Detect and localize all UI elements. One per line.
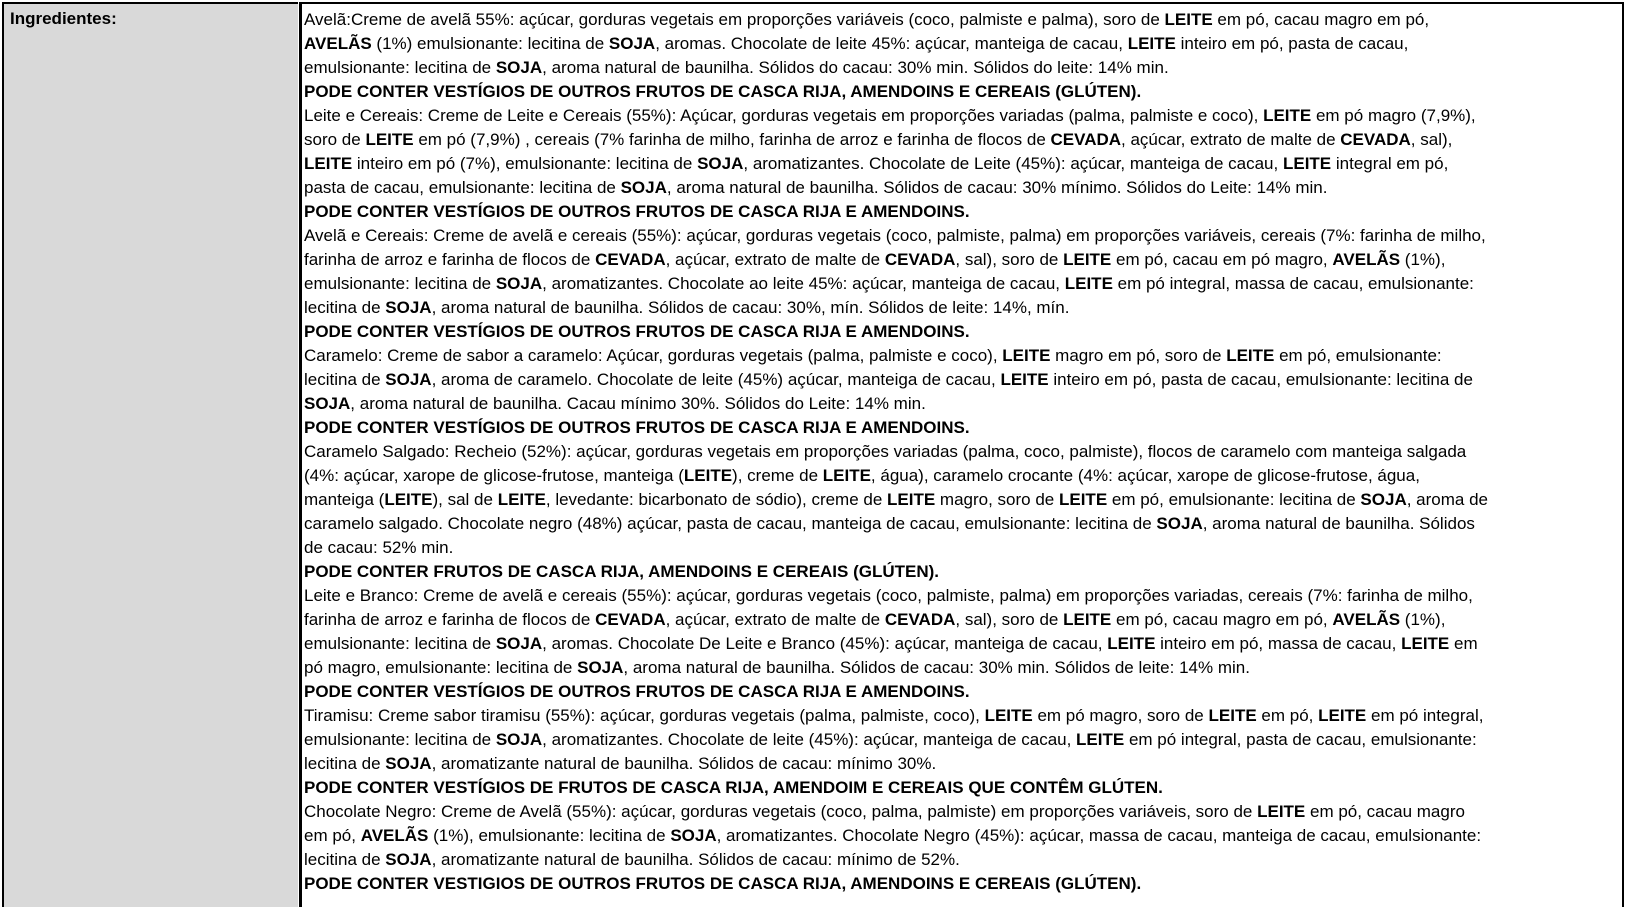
allergen-term: LEITE	[1401, 634, 1450, 653]
ingredient-text: em pó, cacau magro em pó,	[304, 802, 1465, 845]
ingredient-paragraph	[304, 440, 1620, 560]
ingredient-text: , aroma de caramelo salgado. Chocolate negro (48%) açúcar, pasta de cacau, manteiga de cacau, emulsionante: lecitina de	[304, 490, 1488, 533]
ingredient-text: em pó, emulsionante: lecitina de	[1107, 490, 1361, 509]
allergen-term: LEITE	[887, 490, 936, 509]
allergen-term: SOJA	[495, 730, 543, 749]
ingredient-text: Leite e Branco: Creme de avelã e cereais (55%): açúcar, gorduras vegetais (coco, palmiste, palma) em proporções variadas, cereais (7%: farinha de milho, farinha de arroz e farinha de flocos de	[304, 586, 1473, 629]
allergen-term: SOJA	[495, 274, 543, 293]
allergen-term: SOJA	[1156, 514, 1203, 533]
ingredient-text: em pó magro, soro de	[1032, 706, 1209, 725]
ingredient-paragraph	[304, 704, 1620, 776]
ingredient-text: (1%) emulsionante: lecitina de	[371, 34, 609, 53]
ingredient-text: ), sal de	[432, 490, 498, 509]
ingredient-text: , açúcar, extrato de malte de	[665, 610, 885, 629]
allergen-term: SOJA	[495, 58, 543, 77]
ingredient-text: inteiro em pó (7%), emulsionante: lecitina de	[352, 154, 698, 173]
allergen-term: SOJA	[385, 370, 432, 389]
allergen-term: LEITE	[1226, 346, 1275, 365]
allergen-warning: PODE CONTER VESTÍGIOS DE OUTROS FRUTOS DE CASCA RIJA E AMENDOINS.	[304, 418, 970, 437]
allergen-term: LEITE	[822, 466, 871, 485]
ingredient-text: Caramelo: Creme de sabor a caramelo: Açúcar, gorduras vegetais (palma, palmiste e coco),	[304, 346, 1003, 365]
allergen-term: AVELÃS	[304, 34, 372, 53]
allergen-term: LEITE	[1127, 34, 1176, 53]
allergen-warning: PODE CONTER VESTIGIOS DE OUTROS FRUTOS DE CASCA RIJA, AMENDOINS E CEREAIS (GLÚTEN).	[304, 874, 1142, 893]
ingredient-paragraph	[304, 584, 1620, 680]
ingredients-content-cell[interactable]	[299, 2, 1624, 907]
allergen-term: LEITE	[1063, 610, 1112, 629]
ingredient-text: magro, soro de	[935, 490, 1059, 509]
ingredient-text: em pó magro, emulsionante: lecitina de	[304, 634, 1478, 677]
allergen-term: SOJA	[577, 658, 624, 677]
ingredient-text: em pó magro (7,9%), soro de	[304, 106, 1476, 149]
ingredient-text: , aromatizante natural de baunilha. Sólidos de cacau: mínimo 30%.	[431, 754, 937, 773]
allergen-term: LEITE	[304, 154, 353, 173]
ingredient-text: Avelã e Cereais: Creme de avelã e cereais (55%): açúcar, gorduras vegetais (coco, palmiste, palma) em proporções variáveis, cereais (7%: farinha de milho, farinha de arroz e farinha de flocos de	[304, 226, 1486, 269]
ingredient-text: , aroma natural de baunilha. Sólidos de cacau: 52% min.	[304, 514, 1475, 557]
allergen-term: SOJA	[385, 298, 432, 317]
ingredient-text: , sal),	[1410, 130, 1453, 149]
ingredient-text: Chocolate Negro: Creme de Avelã (55%): açúcar, gorduras vegetais (coco, palma, palmiste) em proporções variáveis, soro de	[304, 802, 1258, 821]
ingredient-text: , aromatizantes. Chocolate de Leite (45%): açúcar, manteiga de cacau,	[743, 154, 1283, 173]
allergen-warning: PODE CONTER VESTÍGIOS DE OUTROS FRUTOS DE CASCA RIJA E AMENDOINS.	[304, 202, 970, 221]
allergen-warning: PODE CONTER VESTÍGIOS DE FRUTOS DE CASCA RIJA, AMENDOIM E CEREAIS QUE CONTÊM GLÚTEN.	[304, 778, 1163, 797]
allergen-term: CEVADA	[884, 250, 956, 269]
allergen-warning: PODE CONTER VESTÍGIOS DE OUTROS FRUTOS DE CASCA RIJA E AMENDOINS.	[304, 322, 970, 341]
ingredient-text: , aroma natural de baunilha. Cacau mínimo 30%. Sólidos do Leite: 14% min.	[350, 394, 926, 413]
ingredient-text: , sal), soro de	[955, 610, 1064, 629]
ingredient-text: , aroma natural de baunilha. Sólidos de cacau: 30% mínimo. Sólidos do Leite: 14% min.	[666, 178, 1328, 197]
ingredient-text: (1%), emulsionante: lecitina de	[428, 826, 671, 845]
ingredient-text: Tiramisu: Creme sabor tiramisu (55%): açúcar, gorduras vegetais (palma, palmiste, coco),	[304, 706, 985, 725]
allergen-term: CEVADA	[595, 610, 666, 629]
ingredient-text: , aromatizante natural de baunilha. Sólidos de cacau: mínimo de 52%.	[431, 850, 960, 869]
allergen-warning: PODE CONTER VESTÍGIOS DE OUTROS FRUTOS DE CASCA RIJA E AMENDOINS.	[304, 682, 970, 701]
ingredient-text: magro em pó, soro de	[1050, 346, 1227, 365]
ingredient-text: em pó (7,9%) , cereais (7% farinha de milho, farinha de arroz e farinha de flocos de	[413, 130, 1051, 149]
ingredient-text: Leite e Cereais: Creme de Leite e Cereais (55%): Açúcar, gorduras vegetais em proporções variadas (palma, palmiste e coco),	[304, 106, 1264, 125]
allergen-term: SOJA	[697, 154, 744, 173]
allergen-term: LEITE	[384, 490, 433, 509]
allergen-term: SOJA	[620, 178, 667, 197]
allergen-term: SOJA	[385, 754, 432, 773]
ingredients-label-cell[interactable]	[2, 2, 298, 907]
allergen-term: LEITE	[984, 706, 1033, 725]
ingredient-text: inteiro em pó, pasta de cacau, emulsionante: lecitina de	[304, 34, 1409, 77]
allergen-term: LEITE	[1263, 106, 1312, 125]
ingredient-paragraph	[304, 224, 1620, 320]
ingredient-text: , levedante: bicarbonato de sódio), creme de	[545, 490, 888, 509]
allergen-term: CEVADA	[595, 250, 666, 269]
ingredient-text: , aromas. Chocolate De Leite e Branco (45%): açúcar, manteiga de cacau,	[542, 634, 1108, 653]
allergen-term: LEITE	[1257, 802, 1306, 821]
allergen-term: CEVADA	[884, 610, 956, 629]
ingredient-paragraph	[304, 104, 1620, 200]
allergen-term: AVELÃS	[360, 826, 429, 845]
ingredient-paragraph	[304, 8, 1620, 80]
ingredient-text: integral em pó, pasta de cacau, emulsionante: lecitina de	[304, 154, 1449, 197]
ingredient-text: , água), caramelo crocante (4%: açúcar, xarope de glicose-frutose, água, manteiga (	[304, 466, 1420, 509]
allergen-term: LEITE	[365, 130, 414, 149]
ingredient-text: , sal), soro de	[955, 250, 1064, 269]
allergen-term: LEITE	[1208, 706, 1257, 725]
ingredient-text: em pó, emulsionante: lecitina de	[304, 346, 1442, 389]
ingredient-text: inteiro em pó, massa de cacau,	[1155, 634, 1402, 653]
ingredient-text: (1%), emulsionante: lecitina de	[304, 250, 1446, 293]
ingredient-text: em pó integral, pasta de cacau, emulsionante: lecitina de	[304, 730, 1477, 773]
ingredient-text: em pó, cacau em pó magro,	[1111, 250, 1333, 269]
allergen-warning: PODE CONTER VESTÍGIOS DE OUTROS FRUTOS DE CASCA RIJA, AMENDOINS E CEREAIS (GLÚTEN).	[304, 82, 1142, 101]
ingredient-text: , aromatizantes. Chocolate de leite (45%): açúcar, manteiga de cacau,	[542, 730, 1077, 749]
allergen-term: LEITE	[497, 490, 546, 509]
ingredient-text: , aroma natural de baunilha. Sólidos de cacau: 30%, mín. Sólidos de leite: 14%, mín.	[431, 298, 1070, 317]
allergen-term: LEITE	[1164, 10, 1213, 29]
allergen-term: AVELÃS	[1332, 250, 1401, 269]
ingredient-text: em pó integral, emulsionante: lecitina de	[304, 706, 1484, 749]
ingredient-paragraph	[304, 344, 1620, 416]
ingredient-text: ), creme de	[732, 466, 823, 485]
allergen-term: AVELÃS	[1332, 610, 1401, 629]
ingredient-paragraph	[304, 800, 1620, 872]
ingredient-text: Caramelo Salgado: Recheio (52%): açúcar, gorduras vegetais em proporções variadas (palma, coco, palmiste), flocos de caramelo com manteiga salgada (4%: açúcar, xarope de glicose-frutose, manteiga (	[304, 442, 1467, 485]
ingredient-text: , aroma de caramelo. Chocolate de leite (45%) açúcar, manteiga de cacau,	[431, 370, 1001, 389]
allergen-term: SOJA	[304, 394, 351, 413]
allergen-term: SOJA	[670, 826, 717, 845]
allergen-term: SOJA	[608, 34, 656, 53]
ingredient-text: , aromatizantes. Chocolate ao leite 45%: açúcar, manteiga de cacau,	[542, 274, 1065, 293]
allergen-term: SOJA	[1360, 490, 1407, 509]
allergen-term: LEITE	[1064, 274, 1113, 293]
allergen-term: SOJA	[385, 850, 432, 869]
allergen-term: LEITE	[1318, 706, 1367, 725]
allergen-term: SOJA	[495, 634, 543, 653]
ingredient-text: Avelã:Creme de avelã 55%: açúcar, gorduras vegetais em proporções variáveis (coco, palmiste e palma), soro de	[304, 10, 1165, 29]
ingredient-text: inteiro em pó, pasta de cacau, emulsionante: lecitina de	[1053, 370, 1473, 389]
ingredient-text: , aromas. Chocolate de leite 45%: açúcar, manteiga de cacau,	[655, 34, 1128, 53]
allergen-term: CEVADA	[1050, 130, 1122, 149]
allergen-term: LEITE	[1076, 730, 1125, 749]
ingredient-text: , açúcar, extrato de malte de	[665, 250, 885, 269]
allergen-term: LEITE	[1107, 634, 1156, 653]
ingredient-text: , aroma natural de baunilha. Sólidos de cacau: 30% min. Sólidos de leite: 14% min.	[623, 658, 1250, 677]
allergen-warning: PODE CONTER FRUTOS DE CASCA RIJA, AMENDOINS E CEREAIS (GLÚTEN).	[304, 562, 940, 581]
ingredient-text: em pó integral, massa de cacau, emulsionante: lecitina de	[304, 274, 1474, 317]
allergen-term: LEITE	[1282, 154, 1332, 173]
ingredient-text: , açúcar, extrato de malte de	[1121, 130, 1341, 149]
allergen-term: CEVADA	[1340, 130, 1411, 149]
allergen-term: LEITE	[1058, 490, 1108, 509]
ingredient-text: , aroma natural de baunilha. Sólidos do cacau: 30% min. Sólidos do leite: 14% min.	[542, 58, 1169, 77]
allergen-term: LEITE	[1002, 346, 1051, 365]
allergen-term: LEITE	[1000, 370, 1049, 389]
allergen-term: LEITE	[1063, 250, 1112, 269]
ingredient-text: (1%), emulsionante: lecitina de	[304, 610, 1446, 653]
ingredient-text: em pó, cacau magro em pó,	[1217, 10, 1430, 29]
allergen-term: LEITE	[683, 466, 733, 485]
ingredient-text: em pó, cacau magro em pó,	[1111, 610, 1333, 629]
ingredients-label: Ingredientes:	[10, 9, 117, 28]
ingredient-text: em pó,	[1256, 706, 1319, 725]
ingredient-text: , aromatizantes. Chocolate Negro (45%): açúcar, massa de cacau, manteiga de cacau, emulsionante: lecitina de	[304, 826, 1482, 869]
